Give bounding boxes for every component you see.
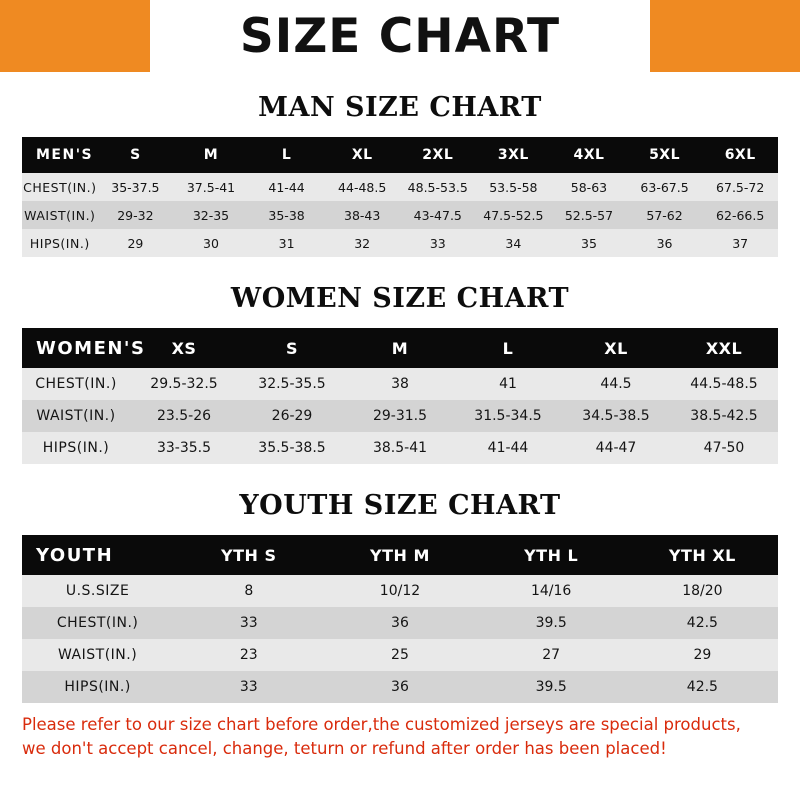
- table-cell: 38.5-41: [346, 432, 454, 464]
- youth-row-label-header: YOUTH: [22, 535, 173, 575]
- table-cell: 41-44: [454, 432, 562, 464]
- table-cell: 27: [476, 639, 627, 671]
- table-cell: 58-63: [551, 173, 627, 201]
- page-title: SIZE CHART: [239, 8, 561, 64]
- women-col-header: M: [346, 328, 454, 368]
- table-cell: 53.5-58: [476, 173, 552, 201]
- table-cell: 8: [173, 575, 324, 607]
- women-col-header: XXL: [670, 328, 778, 368]
- youth-section-title: YOUTH SIZE CHART: [239, 490, 561, 521]
- table-row: [22, 575, 778, 607]
- table-cell: 36: [627, 229, 703, 257]
- youth-table-body: [22, 575, 778, 703]
- men-row-label-header: MEN'S: [22, 137, 98, 173]
- table-row: [22, 201, 778, 229]
- men-row-label: HIPS(IN.): [22, 229, 98, 257]
- table-cell: 29.5-32.5: [130, 368, 238, 400]
- table-cell: 48.5-53.5: [400, 173, 476, 201]
- footer-note-line-1: Please refer to our size chart before order,the customized jerseys are special products,: [22, 715, 741, 734]
- table-cell: 36: [324, 607, 475, 639]
- men-col-header: XL: [324, 137, 400, 173]
- men-col-header: 6XL: [702, 137, 778, 173]
- table-row: [22, 400, 778, 432]
- table-cell: 18/20: [627, 575, 778, 607]
- table-cell: 29-31.5: [346, 400, 454, 432]
- table-cell: 44.5-48.5: [670, 368, 778, 400]
- table-cell: 32.5-35.5: [238, 368, 346, 400]
- table-cell: 34.5-38.5: [562, 400, 670, 432]
- table-cell: 67.5-72: [702, 173, 778, 201]
- table-row: [22, 173, 778, 201]
- youth-size-table: [22, 535, 778, 703]
- table-cell: 41: [454, 368, 562, 400]
- table-cell: 10/12: [324, 575, 475, 607]
- women-table-head: [22, 328, 778, 368]
- men-col-header: M: [173, 137, 249, 173]
- table-cell: 62-66.5: [702, 201, 778, 229]
- table-cell: 29: [98, 229, 174, 257]
- youth-row-label: WAIST(IN.): [22, 639, 173, 671]
- table-cell: 29-32: [98, 201, 174, 229]
- table-cell: 32: [324, 229, 400, 257]
- table-cell: 41-44: [249, 173, 325, 201]
- women-col-header: XS: [130, 328, 238, 368]
- men-col-header: L: [249, 137, 325, 173]
- men-col-header: 3XL: [476, 137, 552, 173]
- table-cell: 33: [173, 671, 324, 703]
- table-cell: 63-67.5: [627, 173, 703, 201]
- men-row-label: CHEST(IN.): [22, 173, 98, 201]
- men-col-header: 5XL: [627, 137, 703, 173]
- footer-note-line-2: we don't accept cancel, change, teturn or refund after order has been placed!: [22, 738, 667, 758]
- men-size-section: [0, 92, 800, 257]
- table-cell: 39.5: [476, 671, 627, 703]
- table-cell: 42.5: [627, 671, 778, 703]
- men-row-label: WAIST(IN.): [22, 201, 98, 229]
- men-table-body: [22, 173, 778, 257]
- women-col-header: L: [454, 328, 562, 368]
- youth-header-row: [22, 535, 778, 575]
- women-size-section: [0, 283, 800, 464]
- table-cell: 36: [324, 671, 475, 703]
- women-size-table: [22, 328, 778, 464]
- table-cell: 14/16: [476, 575, 627, 607]
- table-cell: 39.5: [476, 607, 627, 639]
- women-row-label-header: WOMEN'S: [22, 328, 130, 368]
- men-size-table: [22, 137, 778, 257]
- table-row: [22, 229, 778, 257]
- women-row-label: HIPS(IN.): [22, 432, 130, 464]
- table-row: [22, 607, 778, 639]
- table-cell: 47-50: [670, 432, 778, 464]
- table-cell: 35-37.5: [98, 173, 174, 201]
- men-section-title: MAN SIZE CHART: [258, 92, 542, 123]
- men-col-header: S: [98, 137, 174, 173]
- table-cell: 42.5: [627, 607, 778, 639]
- youth-row-label: U.S.SIZE: [22, 575, 173, 607]
- table-cell: 43-47.5: [400, 201, 476, 229]
- table-cell: 38.5-42.5: [670, 400, 778, 432]
- table-cell: 37: [702, 229, 778, 257]
- table-cell: 44-48.5: [324, 173, 400, 201]
- youth-col-header: YTH S: [173, 535, 324, 575]
- table-cell: 38: [346, 368, 454, 400]
- banner-accent-right: [650, 0, 800, 72]
- table-cell: 31.5-34.5: [454, 400, 562, 432]
- women-row-label: WAIST(IN.): [22, 400, 130, 432]
- table-cell: 52.5-57: [551, 201, 627, 229]
- table-cell: 47.5-52.5: [476, 201, 552, 229]
- table-cell: 35.5-38.5: [238, 432, 346, 464]
- table-cell: 32-35: [173, 201, 249, 229]
- women-row-label: CHEST(IN.): [22, 368, 130, 400]
- youth-row-label: CHEST(IN.): [22, 607, 173, 639]
- youth-row-label: HIPS(IN.): [22, 671, 173, 703]
- table-row: [22, 639, 778, 671]
- table-cell: 33-35.5: [130, 432, 238, 464]
- women-col-header: XL: [562, 328, 670, 368]
- youth-col-header: YTH M: [324, 535, 475, 575]
- table-cell: 23.5-26: [130, 400, 238, 432]
- table-cell: 57-62: [627, 201, 703, 229]
- table-cell: 23: [173, 639, 324, 671]
- women-table-body: [22, 368, 778, 464]
- table-row: [22, 368, 778, 400]
- table-cell: 38-43: [324, 201, 400, 229]
- table-row: [22, 671, 778, 703]
- table-cell: 44-47: [562, 432, 670, 464]
- header-banner: [0, 0, 800, 72]
- footer-note: [0, 703, 800, 761]
- men-header-row: [22, 137, 778, 173]
- youth-col-header: YTH XL: [627, 535, 778, 575]
- table-cell: 33: [400, 229, 476, 257]
- table-cell: 44.5: [562, 368, 670, 400]
- table-cell: 31: [249, 229, 325, 257]
- table-cell: 35: [551, 229, 627, 257]
- men-col-header: 4XL: [551, 137, 627, 173]
- women-section-title: WOMEN SIZE CHART: [230, 283, 570, 314]
- table-cell: 35-38: [249, 201, 325, 229]
- table-row: [22, 432, 778, 464]
- table-cell: 34: [476, 229, 552, 257]
- men-table-head: [22, 137, 778, 173]
- youth-col-header: YTH L: [476, 535, 627, 575]
- men-col-header: 2XL: [400, 137, 476, 173]
- table-cell: 37.5-41: [173, 173, 249, 201]
- table-cell: 30: [173, 229, 249, 257]
- women-header-row: [22, 328, 778, 368]
- banner-accent-left: [0, 0, 150, 72]
- table-cell: 33: [173, 607, 324, 639]
- youth-table-head: [22, 535, 778, 575]
- table-cell: 25: [324, 639, 475, 671]
- table-cell: 26-29: [238, 400, 346, 432]
- youth-size-section: [0, 490, 800, 703]
- table-cell: 29: [627, 639, 778, 671]
- women-col-header: S: [238, 328, 346, 368]
